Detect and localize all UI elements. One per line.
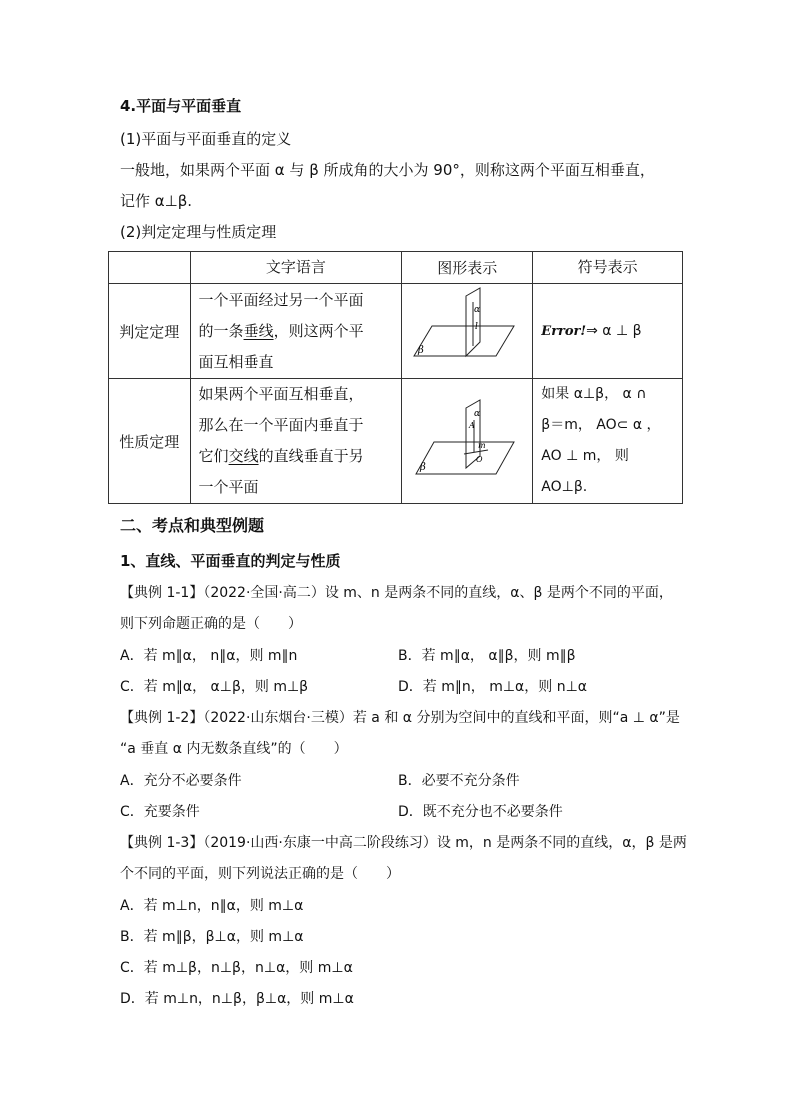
- property-symbol-line: 如果 α⊥β， α ∩: [541, 386, 647, 402]
- definition-line-2: 记作 α⊥β.: [120, 192, 193, 210]
- example-1-1-option-a: A．若 m∥α， n∥α，则 m∥n: [120, 648, 298, 664]
- section-title: 4.平面与平面垂直: [120, 97, 242, 115]
- header-text-language: 文字语言: [190, 252, 402, 284]
- property-text-line: 如果两个平面互相垂直，: [198, 385, 364, 403]
- property-text-line: 那么在一个平面内垂直于: [198, 416, 364, 434]
- example-1-2-option-b: B．必要不充分条件: [398, 773, 520, 789]
- property-figure: [404, 384, 530, 494]
- criterion-text-line: [199, 316, 394, 347]
- header-symbol: 符号表示: [533, 252, 683, 284]
- underlined-term: 垂线: [243, 321, 274, 340]
- criterion-text: [190, 284, 402, 379]
- topic-heading: 1、直线、平面垂直的判定与性质: [120, 552, 341, 570]
- criterion-text-line: 面互相垂直: [198, 352, 274, 371]
- example-1-1-option-d: D．若 m∥n， m⊥α，则 n⊥α: [398, 679, 587, 695]
- fig-label-beta: β: [418, 345, 424, 356]
- header-empty: [109, 252, 191, 284]
- table-row-property: [109, 379, 683, 504]
- example-1-3-option-a: A．若 m⊥n，n∥α，则 m⊥α: [120, 898, 304, 914]
- example-1-2-option-a: A．充分不必要条件: [120, 773, 242, 789]
- property-symbol-line: β＝m， AO⊂ α ，: [541, 417, 661, 433]
- text-segment: 它们: [198, 447, 229, 465]
- text-segment: ，则这两个平: [273, 321, 364, 340]
- symbol-rest: ⇒ α ⊥ β: [586, 323, 642, 339]
- table-header-row: [109, 252, 683, 284]
- property-symbol-line: AO⊥β.: [541, 479, 588, 495]
- row-name-criterion: 判定定理: [109, 284, 191, 379]
- fig-label-l: l: [475, 322, 479, 332]
- fig-label-o: O: [476, 455, 483, 464]
- plane-beta-shape: [414, 326, 514, 356]
- property-symbol: [533, 379, 683, 504]
- property-text-line: [199, 441, 394, 472]
- definition-line-1: 一般地，如果两个平面 α 与 β 所成角的大小为 90°，则称这两个平面互相垂直，: [120, 161, 655, 179]
- example-1-3-option-c: C．若 m⊥β，n⊥β，n⊥α，则 m⊥α: [120, 960, 353, 976]
- part-heading: 二、考点和典型例题: [120, 516, 265, 535]
- table-row-criterion: [109, 284, 683, 379]
- example-1-1-option-b: B．若 m∥α， α∥β，则 m∥β: [398, 648, 576, 664]
- example-1-3-stem-2: 个不同的平面，则下列说法正确的是（ ）: [120, 866, 400, 882]
- criterion-symbol: [533, 284, 683, 379]
- criterion-text-line: 一个平面经过另一个平面: [198, 290, 364, 309]
- example-1-2-option-d: D．既不充分也不必要条件: [398, 804, 563, 820]
- fig-label-m: m: [478, 441, 486, 450]
- text-segment: 的直线垂直于另: [258, 447, 364, 465]
- property-symbol-line: AO ⊥ m， 则: [541, 448, 629, 464]
- fig-label-beta: β: [420, 462, 426, 473]
- underlined-term: 交线: [228, 447, 259, 465]
- text-segment: 的一条: [198, 321, 244, 340]
- fig-label-alpha: α: [474, 409, 481, 419]
- example-1-2-stem-1: 【典例 1-2】（2022·山东烟台·三模）若 a 和 α 分别为空间中的直线和平面，则“a ⊥ α”是: [120, 710, 680, 726]
- example-1-3-option-d: D．若 m⊥n，n⊥β，β⊥α，则 m⊥α: [120, 991, 354, 1007]
- example-1-1-stem-1: 【典例 1-1】（2022·全国·高二）设 m、n 是两条不同的直线，α、β 是两个不同的平面，: [120, 585, 673, 601]
- theorem-table: [108, 251, 683, 504]
- example-1-2-option-c: C．充要条件: [120, 804, 200, 820]
- subsection-definition: (1)平面与平面垂直的定义: [120, 130, 292, 148]
- line-m-shape: [464, 450, 488, 454]
- criterion-figure-cell: [402, 284, 533, 379]
- property-figure-cell: [402, 379, 533, 504]
- fig-label-a: A: [469, 421, 475, 430]
- example-1-1-stem-2: 则下列命题正确的是（ ）: [120, 616, 302, 632]
- example-1-1-option-c: C．若 m∥α， α⊥β，则 m⊥β: [120, 679, 309, 695]
- symbol-error: Error!: [541, 324, 587, 339]
- row-name-property: 性质定理: [109, 379, 191, 504]
- plane-beta-shape: [416, 442, 514, 474]
- property-text-line: 一个平面: [198, 478, 259, 496]
- example-1-2-stem-2: “a 垂直 α 内无数条直线”的（ ）: [120, 741, 348, 757]
- criterion-figure: [404, 284, 530, 374]
- example-1-3-option-b: B．若 m∥β，β⊥α，则 m⊥α: [120, 929, 304, 945]
- header-figure: 图形表示: [402, 252, 533, 284]
- example-1-3-stem-1: 【典例 1-3】（2019·山西·东康一中高二阶段练习）设 m，n 是两条不同的直线，α，β 是两: [120, 835, 687, 851]
- fig-label-alpha: α: [474, 305, 481, 315]
- subsection-theorems: (2)判定定理与性质定理: [120, 223, 277, 241]
- property-text: [190, 379, 402, 504]
